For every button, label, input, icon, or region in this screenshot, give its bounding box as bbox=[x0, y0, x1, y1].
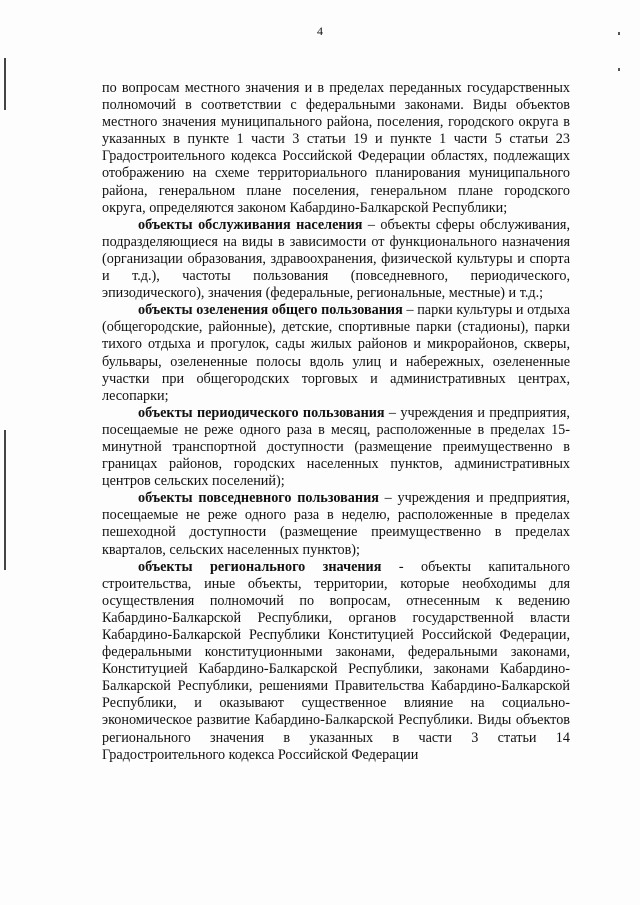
paragraph-definition-daily-use bbox=[102, 490, 570, 558]
paragraph-definition-green-areas bbox=[102, 302, 570, 405]
definition-text: – учреждения и предприятия, посещаемые не реже одного раза в месяц, расположенные в пределах 15-минутной транспортной доступности (размещение преимущественно в границах районов, городских населенных пунктов, административных центров сельских поселений); bbox=[102, 404, 570, 490]
definition-text: – учреждения и предприятия, посещаемые не реже одного раза в неделю, расположенные в пределах пешеходной доступности (размещение преимущественно в пределах кварталов, сельских населенных пунктов); bbox=[102, 490, 570, 558]
definition-text: - объекты капитального строительства, иные объекты, территории, которые необходимы для осуществления полномочий по вопросам, отнесенным к ведению Кабардино-Балкарской Республики, органов государственной власти Кабардино-Балкарской Республики Конституцией Российской Федерации, федеральными конституционными законами, федеральными законами, Конституцией Кабардино-Балкарской Республики, законами Кабардино-Балкарской Республики, решениями Правительства Кабардино-Балкарской Республики, и оказывают существенное влияние на социально-экономическое развитие Кабардино-Балкарской Республики. Виды объектов регионального значения в указанных в части 3 статьи 14 Градостроительного кодекса Российской Федерации bbox=[102, 558, 570, 763]
scan-speck-2 bbox=[618, 68, 620, 71]
paragraph-text: по вопросам местного значения и в пределах переданных государственных полномочий в соответствии с федеральными законами. Виды объектов местного значения муниципального района, поселения, городского округа в указанных в пункте 1 части 3 статьи 19 и пункте 1 части 5 статьи 23 Градостроительного кодекса Российской Федерации областях, подлежащих отображению на схеме территориального планирования муниципального района, генеральном плане поселения, генеральном плане городского округа, определяются законом Кабардино-Балкарской Республики; bbox=[102, 80, 570, 216]
margin-scan-mark-top bbox=[4, 58, 6, 110]
term-heading: объекты периодического пользования bbox=[138, 404, 385, 421]
paragraph-definition-regional bbox=[102, 559, 570, 764]
document-body bbox=[102, 80, 570, 764]
margin-scan-mark-middle bbox=[4, 430, 6, 570]
scan-speck-1 bbox=[618, 32, 620, 35]
term-heading: объекты озеленения общего пользования bbox=[138, 302, 403, 319]
definition-text: – объекты сферы обслуживания, подразделяющиеся на виды в зависимости от функционального назначения (организации образования, здравоохранения, физической культуры и спорта и т.д.), частоты пользования (повседневного, периодического, эпизодического), значения (федеральные, региональные, местные) и т.д.; bbox=[102, 216, 570, 302]
paragraph-definition-periodic-use bbox=[102, 405, 570, 490]
term-heading: объекты обслуживания населения bbox=[138, 216, 363, 233]
paragraph-continuation bbox=[102, 80, 570, 217]
term-heading: объекты регионального значения bbox=[138, 558, 382, 575]
page-number: 4 bbox=[317, 24, 323, 38]
paragraph-definition-services bbox=[102, 217, 570, 302]
term-heading: объекты повседневного пользования bbox=[138, 490, 379, 507]
definition-text: – парки культуры и отдыха (общегородские, районные), детские, спортивные парки (стадионы), парки тихого отдыха и прогулок, сады жилых районов и микрорайонов, скверы, бульвары, озелененные полосы вдоль улиц и набережных, озелененные участки при общегородских торговых и административных центрах, лесопарки; bbox=[102, 302, 571, 404]
